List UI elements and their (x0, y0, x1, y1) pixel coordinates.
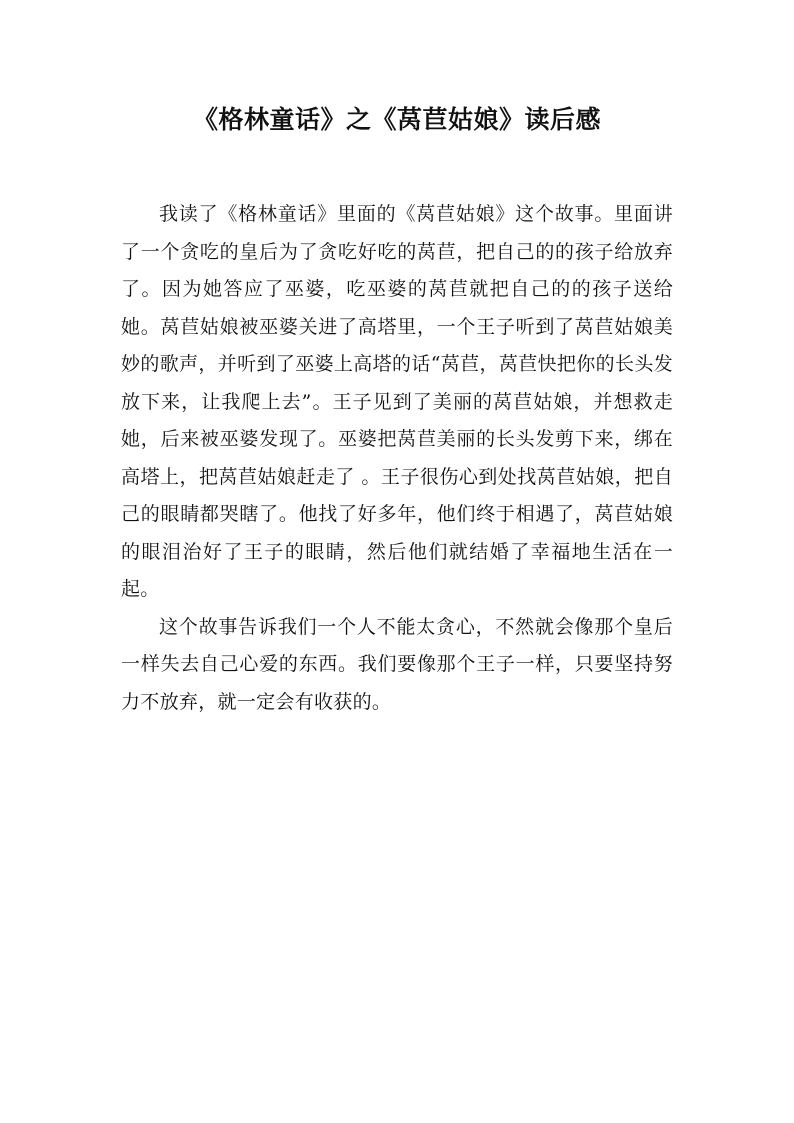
document-title: 《格林童话》之《莴苣姑娘》读后感 (192, 105, 601, 134)
paragraph-2: 这个故事告诉我们一个人不能太贪心，不然就会像那个皇后一样失去自己心爱的东西。我们要像那个王子一样，只要坚持努力不放弃，就一定会有收获的。 (121, 615, 673, 713)
document-body (121, 196, 673, 721)
paragraph-1: 我读了《格林童话》里面的《莴苣姑娘》这个故事。里面讲了一个贪吃的皇后为了贪吃好吃的莴苣，把自己的的孩子给放弃了。因为她答应了巫婆，吃巫婆的莴苣就把自己的的孩子送给她。莴苣姑娘被巫婆关进了高塔里，一个王子听到了莴苣姑娘美妙的歌声，并听到了巫婆上高塔的话“莴苣，莴苣快把你的长头发放下来，让我爬上去”。王子见到了美丽的莴苣姑娘，并想救走她，后来被巫婆发现了。巫婆把莴苣美丽的长头发剪下来，绑在高塔上，把莴苣姑娘赶走了 。王子很伤心到处找莴苣姑娘，把自己的眼睛都哭瞎了。他找了好多年，他们终于相遇了，莴苣姑娘的眼泪治好了王子的眼睛，然后他们就结婚了幸福地生活在一起。 (121, 203, 673, 600)
